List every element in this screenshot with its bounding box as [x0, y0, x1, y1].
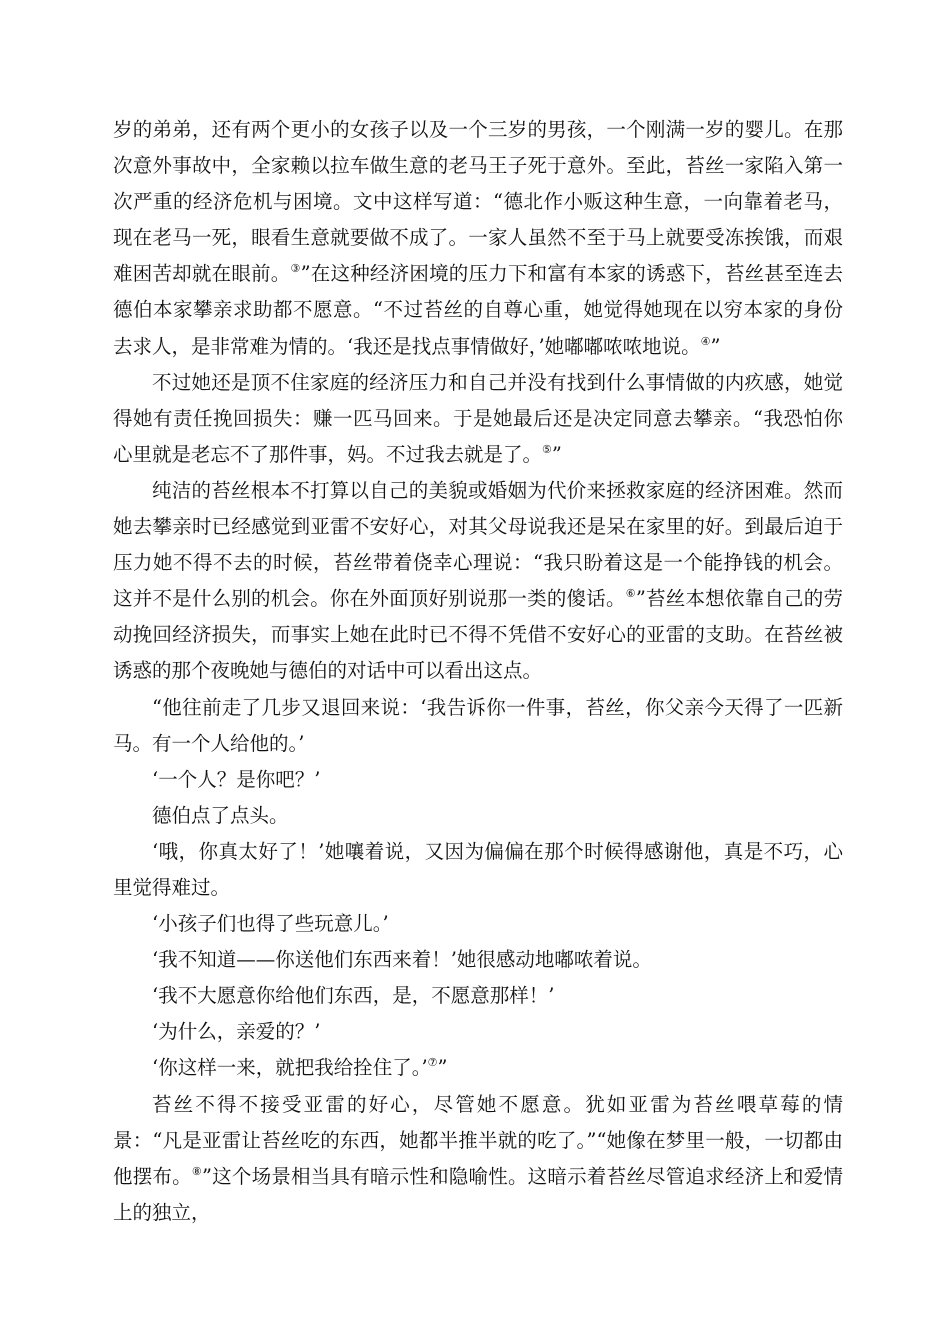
paragraph-text: ‘我不知道——你送他们东西来着！’她很感动地嘟哝着说。: [152, 948, 652, 972]
paragraph-text: 德伯点了点头。: [152, 803, 289, 827]
paragraph: [113, 762, 843, 798]
paragraph-text: ”: [551, 442, 562, 466]
paragraph: [113, 1050, 843, 1086]
paragraph-text: ”: [710, 334, 721, 358]
paragraph-text: “他往前走了几步又退回来说：‘我告诉你一件事，苔丝，你父亲今天得了一匹新马。有一个人给他的。’: [113, 695, 843, 755]
paragraph: [113, 798, 843, 834]
paragraph-text: 不过她还是顶不住家庭的经济压力和自己并没有找到什么事情做的内疚感，她觉得她有责任挽回损失：赚一匹马回来。于是她最后还是决定同意去攀亲。“我恐怕你心里就是老忘不了那件事，妈。不过我去就是了。: [113, 370, 843, 466]
paragraph-text: ”这个场景相当具有暗示性和隐喻性。这暗示着苔丝尽管追求经济上和爱情上的独立，: [113, 1164, 843, 1224]
footnote-marker: ⑤: [542, 442, 552, 456]
paragraph-text: ‘一个人？是你吧？’: [152, 767, 321, 791]
body-text: [113, 112, 843, 1231]
paragraph-text: ‘你这样一来，就把我给拴住了。’: [152, 1056, 428, 1080]
paragraph-text: ‘哦，你真太好了！’她嚷着说，又因为偏偏在那个时候得感谢他，真是不巧，心里觉得难过。: [113, 839, 843, 899]
paragraph: [113, 1087, 843, 1231]
paragraph: [113, 690, 843, 762]
footnote-marker: ④: [700, 334, 711, 348]
paragraph-text: ‘小孩子们也得了些玩意儿。’: [152, 912, 389, 936]
paragraph: [113, 834, 843, 906]
paragraph-text: ‘为什么，亲爱的？’: [152, 1020, 321, 1044]
paragraph-text: ”: [437, 1056, 448, 1080]
paragraph: [113, 112, 843, 365]
paragraph-text: ”苔丝本想依靠自己的劳动挽回经济损失，而事实上她在此时已不得不凭借不安好心的亚雷的支助。在苔丝被诱惑的那个夜晚她与德伯的对话中可以看出这点。: [113, 587, 843, 683]
footnote-marker: ⑧: [191, 1164, 202, 1178]
paragraph: [113, 906, 843, 942]
footnote-marker: ③: [290, 262, 301, 276]
paragraph-text: 岁的弟弟，还有两个更小的女孩子以及一个三岁的男孩，一个刚满一岁的婴儿。在那次意外事故中，全家赖以拉车做生意的老马王子死于意外。至此，苔丝一家陷入第一次严重的经济危机与困境。文中这样写道：“德北作小贩这种生意，一向靠着老马，现在老马一死，眼看生意就要做不成了。一家人虽然不至于马上就要受冻挨饿，而艰难困苦却就在眼前。: [113, 118, 843, 286]
paragraph-text: 苔丝不得不接受亚雷的好心，尽管她不愿意。犹如亚雷为苔丝喂草莓的情景：“凡是亚雷让苔丝吃的东西，她都半推半就的吃了。”“她像在梦里一般，一切都由他摆布。: [113, 1092, 843, 1188]
paragraph-text: ‘我不大愿意你给他们东西，是，不愿意那样！’: [152, 984, 555, 1008]
paragraph: [113, 942, 843, 978]
paragraph-text: ”在这种经济困境的压力下和富有本家的诱惑下，苔丝甚至连去德伯本家攀亲求助都不愿意。“不过苔丝的自尊心重，她觉得她现在以穷本家的身份去求人，是非常难为情的。‘我还是找点事情做好，’她嘟嘟哝哝地说。: [113, 262, 843, 358]
paragraph: [113, 365, 843, 473]
paragraph: [113, 978, 843, 1014]
paragraph: [113, 473, 843, 690]
footnote-marker: ⑥: [625, 587, 636, 601]
paragraph-text: 纯洁的苔丝根本不打算以自己的美貌或婚姻为代价来拯救家庭的经济困难。然而她去攀亲时已经感觉到亚雷不安好心，对其父母说我还是呆在家里的好。到最后迫于压力她不得不去的时候，苔丝带着侥幸心理说：“我只盼着这是一个能挣钱的机会。这并不是什么别的机会。你在外面顶好别说那一类的傻话。: [113, 478, 843, 611]
paragraph: [113, 1014, 843, 1050]
footnote-marker: ⑦: [427, 1056, 438, 1070]
